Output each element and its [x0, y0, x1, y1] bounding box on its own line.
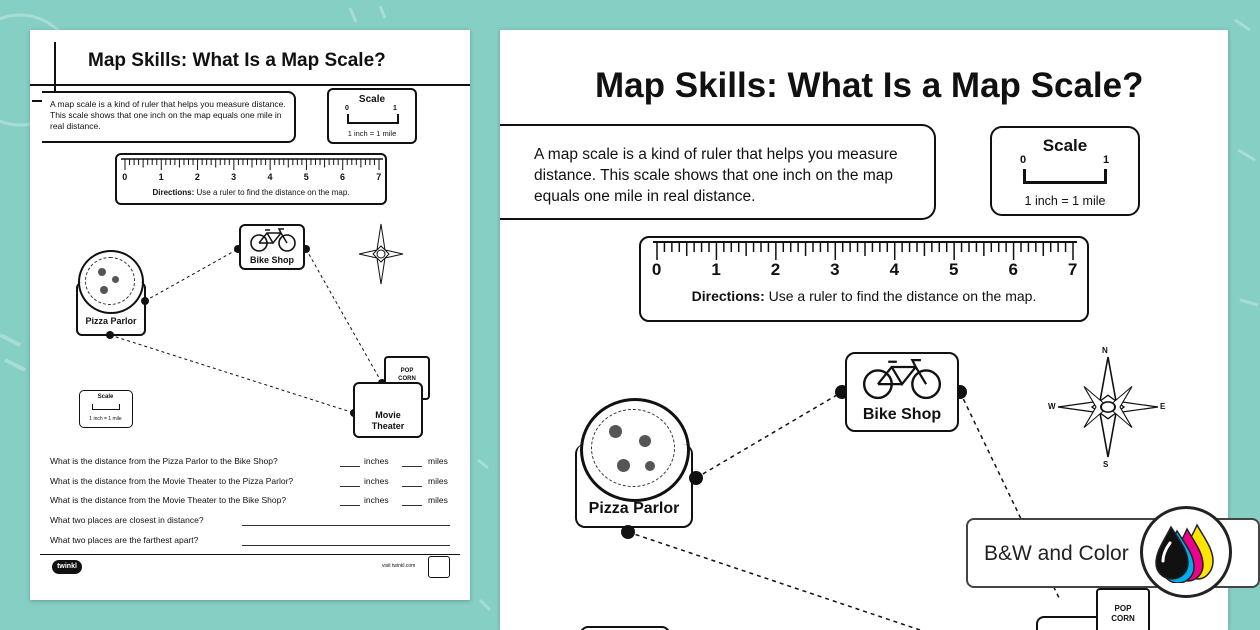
scale-key: [327, 88, 417, 144]
compass-e: E: [1160, 402, 1166, 411]
ruler-number-1: 1: [711, 260, 721, 279]
ruler-number-3: 3: [231, 172, 237, 182]
intro-text-large: A map scale is a kind of ruler that helps you measure distance. This scale shows that one inch on the map equals one mile in real distance.: [534, 146, 898, 205]
scale-one: 1: [393, 105, 397, 112]
directions-label: Directions:: [152, 188, 195, 197]
footer-badge-icon: [428, 556, 450, 578]
map-scale-key: [79, 390, 133, 428]
scale-caption: 1 inch = 1 mile: [347, 129, 397, 138]
ruler-number-2: 2: [194, 172, 200, 182]
directions-text: Use a ruler to find the distance on the map.: [196, 188, 350, 197]
ruler-box-large: [639, 236, 1089, 322]
twinkl-logo: twinkl: [52, 560, 82, 574]
intro-box: [42, 91, 296, 143]
popcorn-top: POP: [400, 368, 414, 374]
directions: [117, 188, 385, 197]
map-scale-title: Scale: [97, 394, 114, 400]
unit-miles-2: miles: [428, 476, 448, 486]
compass-star: [1056, 354, 1160, 460]
answer-4-line[interactable]: [242, 525, 450, 526]
map-scale-bar: [92, 404, 120, 410]
ruler-number-7: 7: [376, 172, 382, 182]
ruler-ticks-large: [653, 240, 1077, 262]
answer-5-line[interactable]: [242, 545, 450, 546]
bike-shop-marker-large: [845, 352, 959, 432]
question-1: What is the distance from the Pizza Parlor to the Bike Shop?: [50, 456, 278, 466]
ruler-number-4: 4: [889, 260, 900, 279]
pizza-parlor-label: Pizza Parlor: [85, 316, 137, 326]
bicycle-icon-large: [859, 358, 945, 400]
page-title: Map Skills: What Is a Map Scale?: [88, 50, 386, 71]
movie-theater-marker: [353, 382, 423, 438]
footer-divider: [40, 554, 460, 555]
ruler-ticks: [121, 157, 383, 173]
compass-s: S: [1103, 460, 1109, 469]
ruler-number-1: 1: [158, 172, 164, 182]
color-options-label: B&W and Color: [984, 542, 1129, 565]
ruler-numbers-large: [641, 260, 1087, 280]
unit-miles-3: miles: [428, 495, 448, 505]
directions-text-large: Use a ruler to find the distance on the map.: [768, 288, 1037, 304]
question-3: What is the distance from the Movie Theater to the Bike Shop?: [50, 495, 287, 505]
ruler-numbers: [117, 172, 385, 184]
map-scale-caption: 1 inch = 1 mile: [89, 416, 122, 422]
popcorn-bottom: CORN: [398, 376, 416, 382]
ruler-number-0: 0: [122, 172, 128, 182]
pizza-parlor-label-large: Pizza Parlor: [588, 500, 680, 517]
scale-title: Scale: [358, 94, 386, 105]
ruler-number-6: 6: [340, 172, 346, 182]
answer-1-inches[interactable]: [340, 466, 360, 467]
popcorn-icon-large: [1096, 588, 1150, 630]
ruler-number-6: 6: [1008, 260, 1018, 279]
bike-shop-label-large: Bike Shop: [862, 406, 942, 423]
ruler-number-4: 4: [267, 172, 273, 182]
compass-n: N: [1102, 346, 1108, 355]
scale-bar-large: [1023, 169, 1107, 184]
worksheet-preview-small: [30, 30, 470, 600]
answer-2-miles[interactable]: [402, 486, 422, 487]
question-4: What two places are closest in distance?: [50, 515, 204, 525]
question-2: What is the distance from the Movie Theater to the Pizza Parlor?: [50, 476, 294, 486]
page-title-large: Map Skills: What Is a Map Scale?: [595, 66, 1144, 105]
ruler-number-0: 0: [651, 260, 662, 279]
popcorn-top-large: POP: [1114, 604, 1132, 613]
scale-zero-large: 0: [1020, 154, 1027, 166]
pizza-parlor-marker-large: [575, 444, 693, 528]
bike-shop-label: Bike Shop: [249, 255, 294, 265]
scale-bar: [347, 114, 399, 124]
scale-key-large: [990, 126, 1140, 216]
ruler-number-3: 3: [830, 260, 840, 279]
ruler-number-5: 5: [949, 260, 959, 279]
answer-3-miles[interactable]: [402, 505, 422, 506]
ruler-box: [115, 153, 387, 205]
movie-label-line2: Theater: [371, 421, 405, 431]
directions-large: [641, 288, 1087, 304]
ruler-number-7: 7: [1067, 260, 1078, 279]
ruler-number-5: 5: [303, 172, 309, 182]
scale-zero: 0: [345, 105, 349, 112]
ink-drops-graphic: [1153, 521, 1221, 583]
movie-label-line1: Movie: [375, 410, 401, 420]
lower-marker-edge: [580, 626, 670, 630]
scale-caption-large: 1 inch = 1 mile: [1024, 194, 1106, 208]
unit-miles-1: miles: [428, 456, 448, 466]
intro-box-large: [500, 124, 936, 220]
ruler-number-2: 2: [770, 260, 781, 279]
unit-inches-2: inches: [364, 476, 389, 486]
bicycle-icon: [248, 228, 298, 252]
scale-one-large: 1: [1103, 154, 1110, 166]
compass-w: W: [1048, 402, 1056, 411]
compass-rose-icon: [355, 218, 407, 290]
movie-theater-label: [355, 410, 421, 432]
directions-label-large: Directions:: [691, 288, 765, 304]
answer-2-inches[interactable]: [340, 486, 360, 487]
title-divider: [30, 84, 470, 86]
question-5: What two places are the farthest apart?: [50, 535, 199, 545]
unit-inches-3: inches: [364, 495, 389, 505]
intro-text: A map scale is a kind of ruler that helps you measure distance. This scale shows that one inch on the map equals one mile in real distance.: [50, 99, 286, 131]
popcorn-bottom-large: CORN: [1111, 614, 1135, 623]
footer-url: visit twinkl.com: [382, 563, 416, 569]
bike-shop-marker: [239, 224, 305, 270]
answer-3-inches[interactable]: [340, 505, 360, 506]
pizza-parlor-marker: [76, 282, 146, 336]
scale-title-large: Scale: [1042, 136, 1088, 155]
compass-rose-icon-large: [1048, 346, 1168, 476]
unit-inches-1: inches: [364, 456, 389, 466]
ink-drops-icon: [1140, 506, 1232, 598]
answer-1-miles[interactable]: [402, 466, 422, 467]
